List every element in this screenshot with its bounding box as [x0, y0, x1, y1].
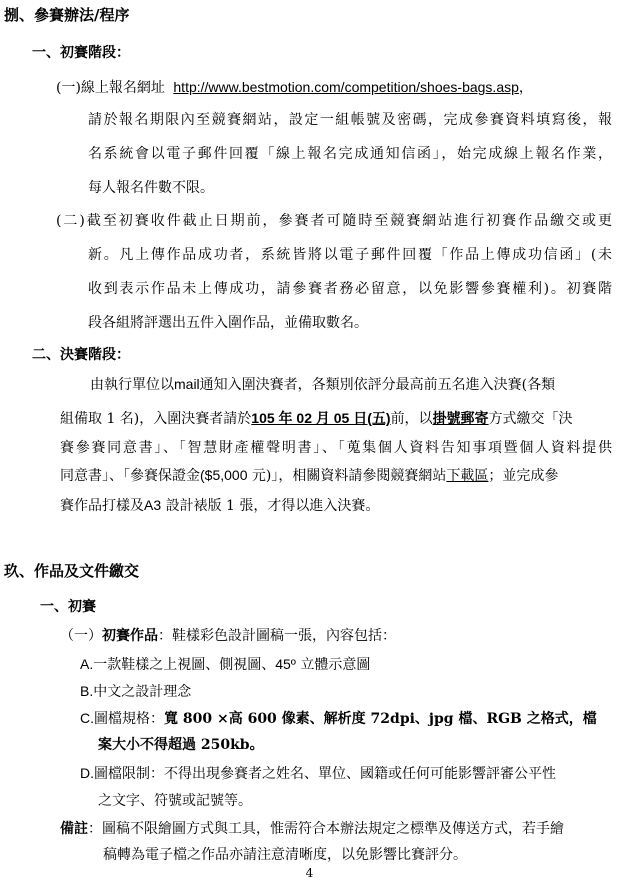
item-a-tail: 立體示意圖 — [295, 657, 371, 673]
item1-suffix: ， — [518, 80, 533, 96]
stage1-item2-line1: (二)截至初賽收件截止日期前，參賽者可隨時至競賽網站進行初賽作品繳交或更 — [56, 213, 612, 229]
stage2-line5-a: 賽作品打樣及 — [60, 498, 144, 514]
stage1-item1-line3: 名系統會以電子郵件回覆「線上報名完成通知信函」，始完成線上報名作業， — [88, 146, 612, 162]
item-c-letter: C. — [80, 710, 94, 726]
item-d — [80, 764, 556, 783]
section-8-title: 捌、參賽辦法/程序 — [4, 6, 130, 24]
stage1-item2-line4: 段各組將評選出五件入圍作品，並備取數名。 — [88, 315, 368, 331]
stage2-line4 — [60, 466, 558, 485]
stage2-line2 — [60, 409, 573, 428]
note-text1: ：圖稿不限繪圖方式與工具，惟需符合本辦法規定之標準及傳送方式，若手繪 — [88, 821, 564, 837]
stage2-line2-a: 組備取 1 名)，入圍決賽者請於 — [60, 411, 252, 427]
stage2-line2-c: 方式繳交「決 — [488, 411, 573, 427]
item-b-text: 中文之設計理念 — [93, 684, 192, 700]
item-b — [80, 682, 191, 701]
item-d-line1: 圖檔限制：不得出現參賽者之姓名、單位、國籍或任何可能影響評審公平性 — [94, 766, 556, 782]
stage1-item1-line2: 請於報名期限內至競賽網站，設定一組帳號及密碼，完成參賽資料填寫後，報 — [88, 112, 612, 128]
item-a-degree: 45º — [275, 656, 296, 672]
item-a — [80, 655, 370, 674]
item-c-label: 圖檔規格： — [94, 711, 164, 727]
works-text: ：鞋樣彩色設計圖稿一張，內容包括： — [158, 628, 396, 644]
stage1-item1-line4: 每人報名件數不限。 — [88, 180, 214, 196]
works-label: 初賽作品 — [102, 628, 158, 644]
stage2-line2-b: 前，以 — [390, 411, 433, 427]
stage2-deadline-date: 105 年 02 月 05 日(五) — [251, 410, 391, 426]
item-a-letter: A. — [80, 656, 94, 672]
section9-sub1: 一、初賽 — [40, 599, 96, 615]
stage2-line1 — [90, 375, 555, 394]
note-line2: 稿轉為電子檔之作品亦請注意清晰度，以免影響比賽評分。 — [103, 847, 467, 863]
item-d-letter: D. — [80, 765, 94, 781]
stage2-line4-c: ；並完成參 — [488, 468, 559, 484]
stage2-mail-method: 掛號郵寄 — [432, 411, 489, 427]
stage2-a3: A3 — [144, 497, 162, 513]
works-prefix: （一） — [60, 628, 102, 644]
page-number: 4 — [305, 866, 314, 880]
stage1-item1-line1 — [56, 78, 533, 97]
works-line — [60, 627, 396, 645]
stage1-heading: 一、初賽階段： — [32, 45, 130, 61]
item1-prefix: (一)線上報名網址 — [56, 80, 165, 96]
stage1-item2-line3: 收到表示作品未上傳成功，請參賽者務必留意，以免影響參賽權利)。初賽階 — [88, 281, 612, 297]
stage2-line1-b: 通知入圍決賽者，各類別依評分最高前五名進入決賽(各類 — [199, 377, 556, 393]
stage2-line1-a: 由執行單位以 — [90, 377, 174, 393]
stage2-line3: 賽參賽同意書」、「智慧財產權聲明書」、「蒐集個人資料告知事項暨個人資料提供 — [60, 440, 612, 456]
item-c — [80, 709, 597, 728]
item-a-text: 一款鞋樣之上視圖、側視圖、 — [93, 657, 276, 673]
registration-url-link[interactable]: http://www.bestmotion.com/competition/shoes-bags.asp — [173, 79, 519, 95]
item-c-line2: 案大小不得超過 250kb。 — [98, 737, 264, 753]
stage2-mail: mail — [174, 376, 200, 392]
stage2-deposit-amount: ($5,000 — [200, 467, 248, 483]
stage2-heading: 二、決賽階段： — [32, 347, 130, 363]
stage2-line4-a: 同意書」、「參賽保證金 — [60, 468, 200, 484]
section-9-title: 玖、作品及文件繳交 — [4, 562, 140, 580]
stage2-line4-b: 元)」，相關資料請參閱競賽網站 — [247, 468, 447, 484]
note-label: 備註 — [60, 821, 88, 837]
download-area-link[interactable]: 下載區 — [446, 468, 489, 484]
note-line1 — [60, 820, 564, 838]
stage2-line5 — [60, 496, 379, 515]
stage2-line5-b: 設計裱版 1 張，才得以進入決賽。 — [161, 498, 380, 514]
item-d-line2: 之文字、符號或記號等。 — [98, 793, 252, 809]
stage1-item2-line2: 新。凡上傳作品成功者，系統皆將以電子郵件回覆「作品上傳成功信函」(未 — [88, 247, 612, 263]
item-c-spec: 寬 800 ×高 600 像素、解析度 72dpi、jpg 檔、RGB 之格式，檔 — [164, 711, 597, 727]
item-b-letter: B. — [80, 683, 94, 699]
